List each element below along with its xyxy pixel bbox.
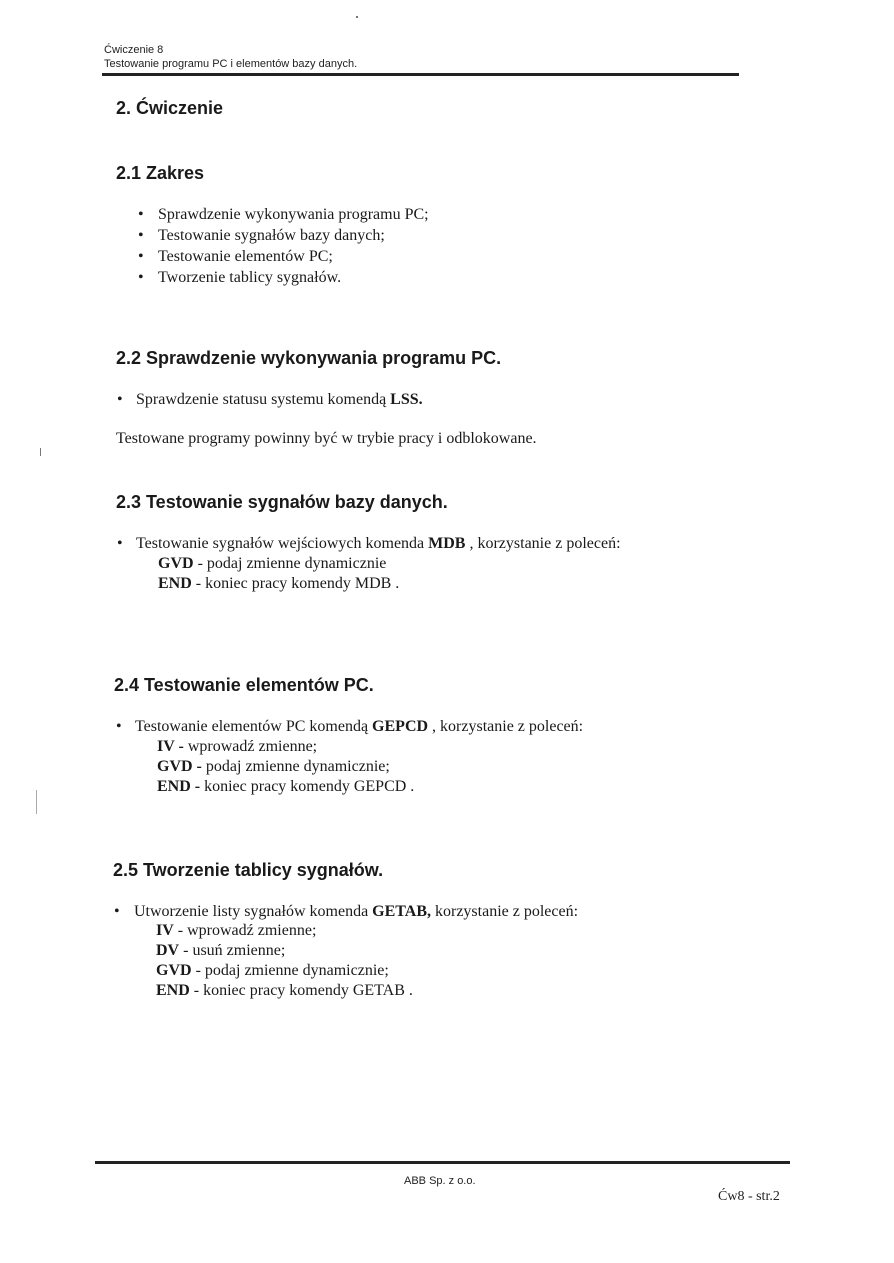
bullet-icon: •: [138, 248, 144, 265]
sub-command: [157, 757, 390, 777]
bullet-text-tail: korzystanie z poleceń:: [431, 903, 579, 920]
bullet-text: [136, 390, 423, 410]
command-mdb: MDB: [428, 535, 466, 552]
command-getab: GETAB,: [372, 903, 431, 920]
command-name: GVD: [156, 962, 192, 979]
command-name: GVD: [158, 555, 194, 572]
list-item: Tworzenie tablicy sygnałów.: [158, 269, 342, 286]
command-name: DV: [156, 942, 180, 959]
list-item: Sprawdzenie wykonywania programu PC;: [158, 206, 429, 223]
scan-speck: [36, 790, 37, 814]
command-desc: - podaj zmienne dynamicznie: [193, 555, 387, 572]
bullet-icon: •: [138, 269, 144, 286]
section-heading-sygnaly: 2.3 Testowanie sygnałów bazy danych.: [116, 492, 448, 512]
bullet-text-lead: Sprawdzenie statusu systemu komendą: [136, 391, 391, 408]
list-item: Testowanie sygnałów bazy danych;: [158, 227, 385, 244]
command-desc: koniec pracy komendy GEPCD .: [200, 778, 415, 795]
command-desc: podaj zmienne dynamicznie;: [201, 758, 390, 775]
command-desc: wprowadź zmienne;: [183, 738, 318, 755]
command-desc: - koniec pracy komendy GETAB .: [189, 982, 413, 999]
bullet-icon: •: [138, 227, 144, 244]
command-desc: - koniec pracy komendy MDB .: [191, 575, 400, 592]
bullet-text-lead: Testowanie sygnałów wejściowych komenda: [136, 535, 429, 552]
bullet-icon: •: [117, 535, 123, 552]
bullet-text-lead: Testowanie elementów PC komendą: [135, 718, 373, 735]
bullet-text-lead: Utworzenie listy sygnałów komenda: [134, 903, 373, 920]
command-desc: - wprowadź zmienne;: [173, 922, 317, 939]
command-name: GVD -: [157, 758, 202, 775]
command-name: IV: [156, 922, 174, 939]
command-lss: LSS.: [390, 391, 423, 408]
bullet-text-tail: , korzystanie z poleceń:: [428, 718, 584, 735]
command-desc: - podaj zmienne dynamicznie;: [191, 962, 389, 979]
sub-command: [158, 574, 399, 594]
header-title: Ćwiczenie 8: [104, 44, 164, 56]
sub-command: [156, 961, 389, 981]
main-heading: 2. Ćwiczenie: [116, 98, 224, 118]
bullet-text: [135, 717, 583, 737]
command-name: IV -: [157, 738, 184, 755]
paragraph: Testowane programy powinny być w trybie pracy i odblokowane.: [116, 430, 537, 447]
command-gepcd: GEPCD: [372, 718, 429, 735]
footer-rule: [95, 1161, 790, 1164]
bullet-icon: •: [117, 391, 123, 408]
bullet-text: [136, 534, 621, 554]
command-name: END: [158, 575, 192, 592]
header-rule: [102, 73, 739, 76]
page-number: Ćw8 - str.2: [718, 1189, 780, 1204]
footer-company: ABB Sp. z o.o.: [404, 1175, 476, 1187]
bullet-text-tail: , korzystanie z poleceń:: [465, 535, 621, 552]
list-item: Testowanie elementów PC;: [158, 248, 333, 265]
bullet-icon: •: [138, 206, 144, 223]
bullet-text: [134, 902, 578, 922]
header-subtitle: Testowanie programu PC i elementów bazy danych.: [104, 58, 358, 70]
sub-command: [156, 941, 285, 961]
sub-command: [157, 777, 414, 797]
command-name: END: [156, 982, 190, 999]
bullet-icon: •: [116, 718, 122, 735]
sub-command: [157, 737, 317, 757]
section-heading-zakres: 2.1 Zakres: [116, 163, 205, 183]
section-heading-sprawdzenie: 2.2 Sprawdzenie wykonywania programu PC.: [116, 348, 502, 368]
sub-command: [158, 554, 386, 574]
sub-command: [156, 921, 316, 941]
bullet-icon: •: [114, 903, 120, 920]
scan-speck: [40, 448, 41, 456]
section-heading-elementy: 2.4 Testowanie elementów PC.: [114, 675, 374, 695]
section-heading-tablica: 2.5 Tworzenie tablicy sygnałów.: [113, 860, 384, 880]
command-desc: - usuń zmienne;: [179, 942, 286, 959]
scan-speck: [356, 16, 358, 18]
command-name: END -: [157, 778, 201, 795]
sub-command: [156, 981, 413, 1001]
